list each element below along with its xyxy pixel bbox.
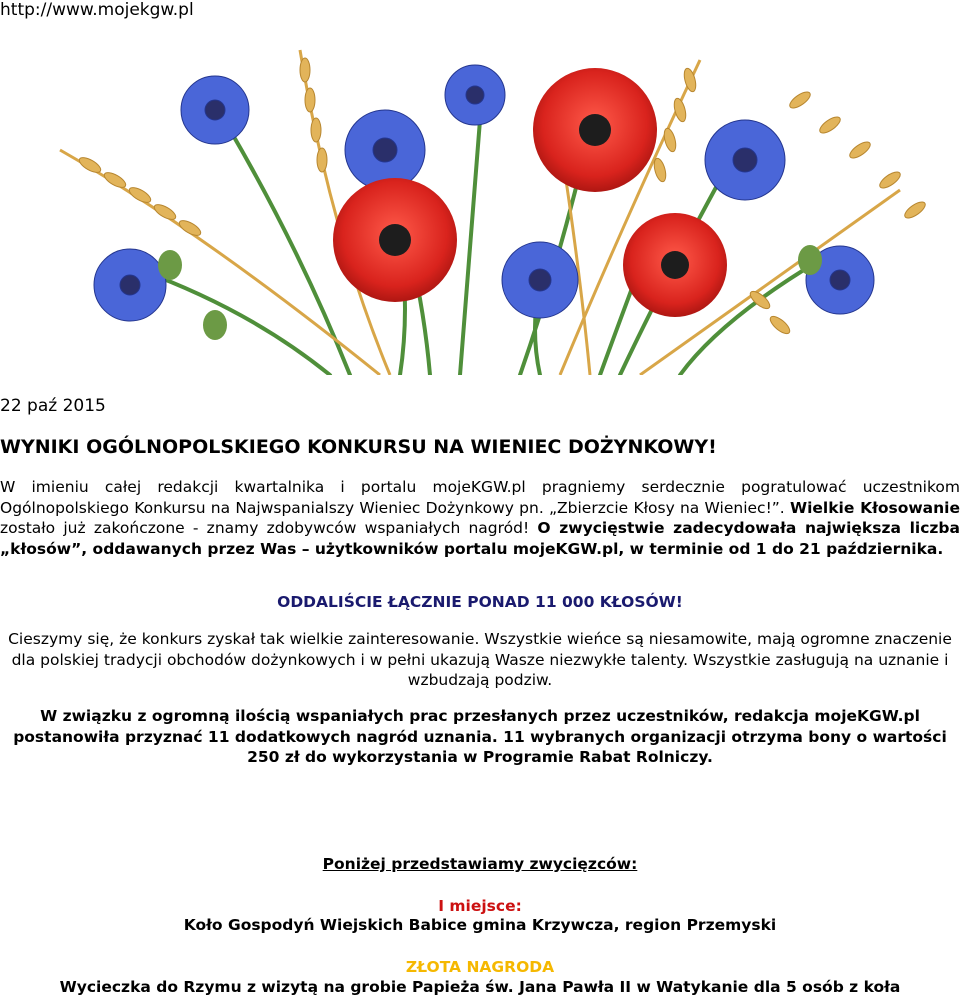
intro-bold-2: O zwycięstwie zadecydowała największa liczba „kłosów”, oddawanych przez Was – użytkowników portalu mojeKGW.pl, w terminie od 1 do 21 października.	[0, 519, 960, 558]
article-intro	[0, 477, 960, 559]
intro-bold-1: Wielkie Kłosowanie	[789, 498, 960, 517]
winners-heading: Poniżej przedstawiamy zwycięzców:	[322, 855, 638, 873]
first-place-prize-description: Wycieczka do Rzymu z wizytą na grobie Papieża św. Jana Pawła II w Watykanie dla 5 osób z koła	[59, 978, 901, 996]
article-paragraph-3: W związku z ogromną ilością wspaniałych prac przesłanych przez uczestników, redakcja mojeKGW.pl postanowiła przyznać 11 dodatkowych nagród uznania. 11 wybranych organizacji otrzyma bony o wartości 250 zł do wykorzystania w Programie Rabat Rolniczy.	[13, 707, 947, 766]
first-place-organization: Koło Gospodyń Wiejskich Babice gmina Krzywcza, region Przemyski	[183, 916, 777, 934]
first-place-prize-label: ZŁOTA NAGRODA	[405, 958, 555, 976]
article-title: WYNIKI OGÓLNOPOLSKIEGO KONKURSU NA WIENIEC DOŻYNKOWY!	[0, 436, 717, 458]
intro-text-1: W imieniu całej redakcji kwartalnika i portalu mojeKGW.pl pragniemy serdecznie pogratulować uczestnikom Ogólnopolskiego Konkursu na Najwspanialszy Wieniec Dożynkowy pn. „Zbierzcie Kłosy na Wieniec!”.	[0, 478, 960, 517]
intro-text-2: zostało już zakończone - znamy zdobywców wspaniałych nagród!	[0, 519, 538, 537]
page-url: http://www.mojekgw.pl	[0, 0, 194, 20]
total-votes-banner: ODDALIŚCIE ŁĄCZNIE PONAD 11 000 KŁOSÓW!	[277, 593, 683, 611]
first-place-label: I miejsce:	[438, 897, 522, 915]
article-paragraph-2: Cieszymy się, że konkurs zyskał tak wielkie zainteresowanie. Wszystkie wieńce są niesamowite, mają ogromne znaczenie dla polskiej tradycji obchodów dożynkowych i w pełni ukazują Wasze niezwykłe talenty. Wszystkie zasługują na uznanie i wzbudzają podziw.	[8, 630, 952, 689]
hero-flowers-illustration	[0, 30, 960, 375]
cornflowers	[94, 65, 874, 321]
article-date: 22 paź 2015	[0, 396, 106, 416]
